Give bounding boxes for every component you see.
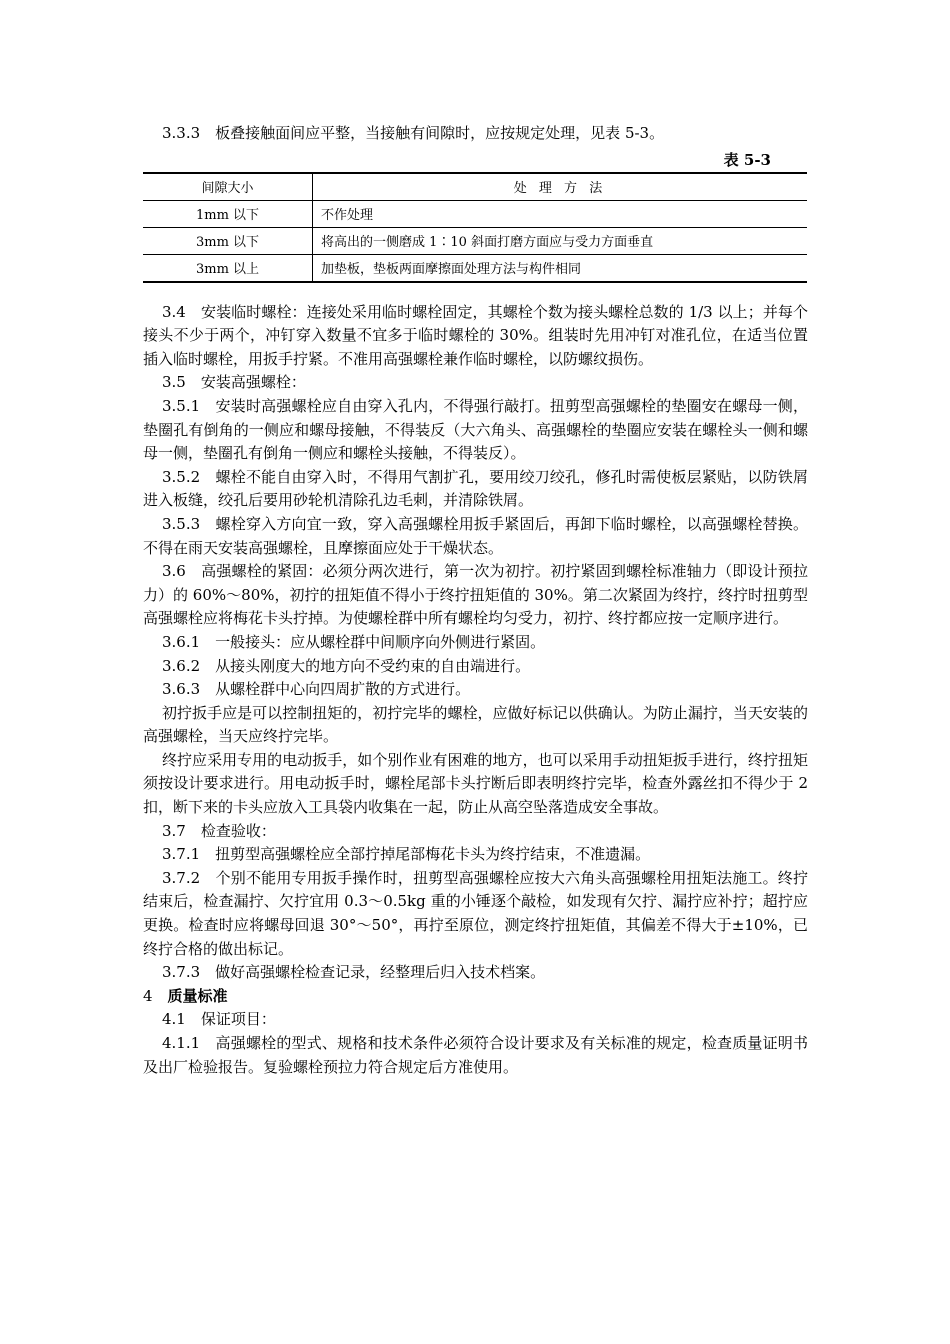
paragraph-3-7-1: 3.7.1 扭剪型高强螺栓应全部拧掉尾部梅花卡头为终拧结束，不准遗漏。 — [162, 845, 651, 864]
section-4-title: 质量标准 — [167, 986, 228, 1005]
table-caption-number: 5-3 — [738, 150, 771, 169]
cell-gap: 3mm 以下 — [143, 227, 313, 254]
paragraph-3-3-3: 3.3.3 板叠接触面间应平整，当接触有间隙时，应按规定处理，见表 5-3。 — [162, 124, 665, 142]
paragraph-3-7-2: 3.7.2 个别不能用专用扳手操作时，扭剪型高强螺栓应按大六角头高强螺栓用扭矩法施工。终拧结束后，检查漏拧、欠拧宜用 0.3～0.5kg 重的小锤逐个敲检，如发现有欠拧、漏拧应补拧；超拧应更换。检查时应将螺母回退 30°～50°，再拧至原位，测定终拧扭矩值，其偏差不得大于±10%，已终拧合格的做出标记。 — [143, 868, 808, 958]
table-row — [143, 200, 807, 227]
table-header-row — [143, 173, 807, 201]
cell-method: 加垫板，垫板两面摩擦面处理方法与构件相同 — [313, 254, 808, 282]
table-row — [143, 254, 807, 282]
gap-treatment-table — [143, 172, 807, 283]
header-treatment-method: 处 理 方 法 — [313, 173, 808, 201]
table-row — [143, 227, 807, 254]
cell-gap: 3mm 以上 — [143, 254, 313, 282]
cell-gap: 1mm 以下 — [143, 200, 313, 227]
header-gap-size: 间隙大小 — [143, 173, 313, 201]
section-4-number: 4 — [143, 986, 168, 1005]
paragraph-3-6-1: 3.6.1 一般接头：应从螺栓群中间顺序向外侧进行紧固。 — [162, 632, 546, 651]
paragraph-3-6-2: 3.6.2 从接头刚度大的地方向不受约束的自由端进行。 — [162, 656, 531, 675]
section-4-heading — [143, 985, 808, 1009]
paragraph-initial-tightening: 初拧扳手应是可以控制扭矩的，初拧完毕的螺栓，应做好标记以供确认。为防止漏拧，当天安装的高强螺栓，当天应终拧完毕。 — [143, 703, 808, 746]
paragraph-3-7-3: 3.7.3 做好高强螺栓检查记录，经整理后归入技术档案。 — [162, 963, 546, 982]
paragraph-3-5: 3.5 安装高强螺栓： — [162, 373, 306, 392]
paragraph-3-5-1: 3.5.1 安装时高强螺栓应自由穿入孔内，不得强行敲打。扭剪型高强螺栓的垫圈安在螺母一侧，垫圈孔有倒角的一侧应和螺母接触，不得装反（大六角头、高强螺栓的垫圈应安装在螺栓头一侧和螺母一侧，垫圈孔有倒角一侧应和螺栓头接触，不得装反）。 — [143, 396, 808, 463]
paragraph-4-1: 4.1 保证项目： — [162, 1010, 276, 1029]
paragraph-3-6: 3.6 高强螺栓的紧固：必须分两次进行，第一次为初拧。初拧紧固到螺栓标准轴力（即设计预拉力）的 60%～80%，初拧的扭矩值不得小于终拧扭矩值的 30%。第二次紧固为终拧，终拧时扭剪型高强螺栓应将梅花卡头拧掉。为使螺栓群中所有螺栓均匀受力，初拧、终拧都应按一定顺序进行。 — [143, 562, 808, 628]
paragraph-3-4: 3.4 安装临时螺栓：连接处采用临时螺栓固定，其螺栓个数为接头螺栓总数的 1/3 以上；并每个接头不少于两个，冲钉穿入数量不宜多于临时螺栓的 30%。组装时先用冲钉对准孔位，在适当位置插入临时螺栓，用扳手拧紧。不准用高强螺栓兼作临时螺栓，以防螺纹损伤。 — [143, 302, 808, 368]
table-caption-label: 表 — [723, 150, 739, 169]
paragraph-4-1-1: 4.1.1 高强螺栓的型式、规格和技术条件必须符合设计要求及有关标准的规定，检查质量证明书及出厂检验报告。复验螺栓预拉力符合规定后方准使用。 — [143, 1034, 808, 1076]
paragraph-final-tightening: 终拧应采用专用的电动扳手，如个别作业有困难的地方，也可以采用手动扭矩扳手进行，终拧扭矩须按设计要求进行。用电动扳手时，螺栓尾部卡头拧断后即表明终拧完毕，检查外露丝扣不得少于 2 扣，断下来的卡头应放入工具袋内收集在一起，防止从高空坠落造成安全事故。 — [143, 750, 808, 817]
document-page — [143, 122, 808, 1079]
cell-method: 将高出的一侧磨成 1∶10 斜面打磨方面应与受力方面垂直 — [313, 227, 808, 254]
paragraph-3-5-3: 3.5.3 螺栓穿入方向宜一致，穿入高强螺栓用扳手紧固后，再卸下临时螺栓，以高强螺栓替换。不得在雨天安装高强螺栓，且摩擦面应处于干燥状态。 — [143, 514, 808, 557]
cell-method: 不作处理 — [313, 200, 808, 227]
table-caption — [143, 150, 771, 170]
paragraph-3-7: 3.7 检查验收： — [162, 821, 276, 840]
paragraph-3-5-2: 3.5.2 螺栓不能自由穿入时，不得用气割扩孔，要用绞刀绞孔，修孔时需使板层紧贴，以防铁屑进入板缝，绞孔后要用砂轮机清除孔边毛刺，并清除铁屑。 — [143, 467, 808, 510]
paragraph-3-6-3: 3.6.3 从螺栓群中心向四周扩散的方式进行。 — [162, 680, 471, 699]
